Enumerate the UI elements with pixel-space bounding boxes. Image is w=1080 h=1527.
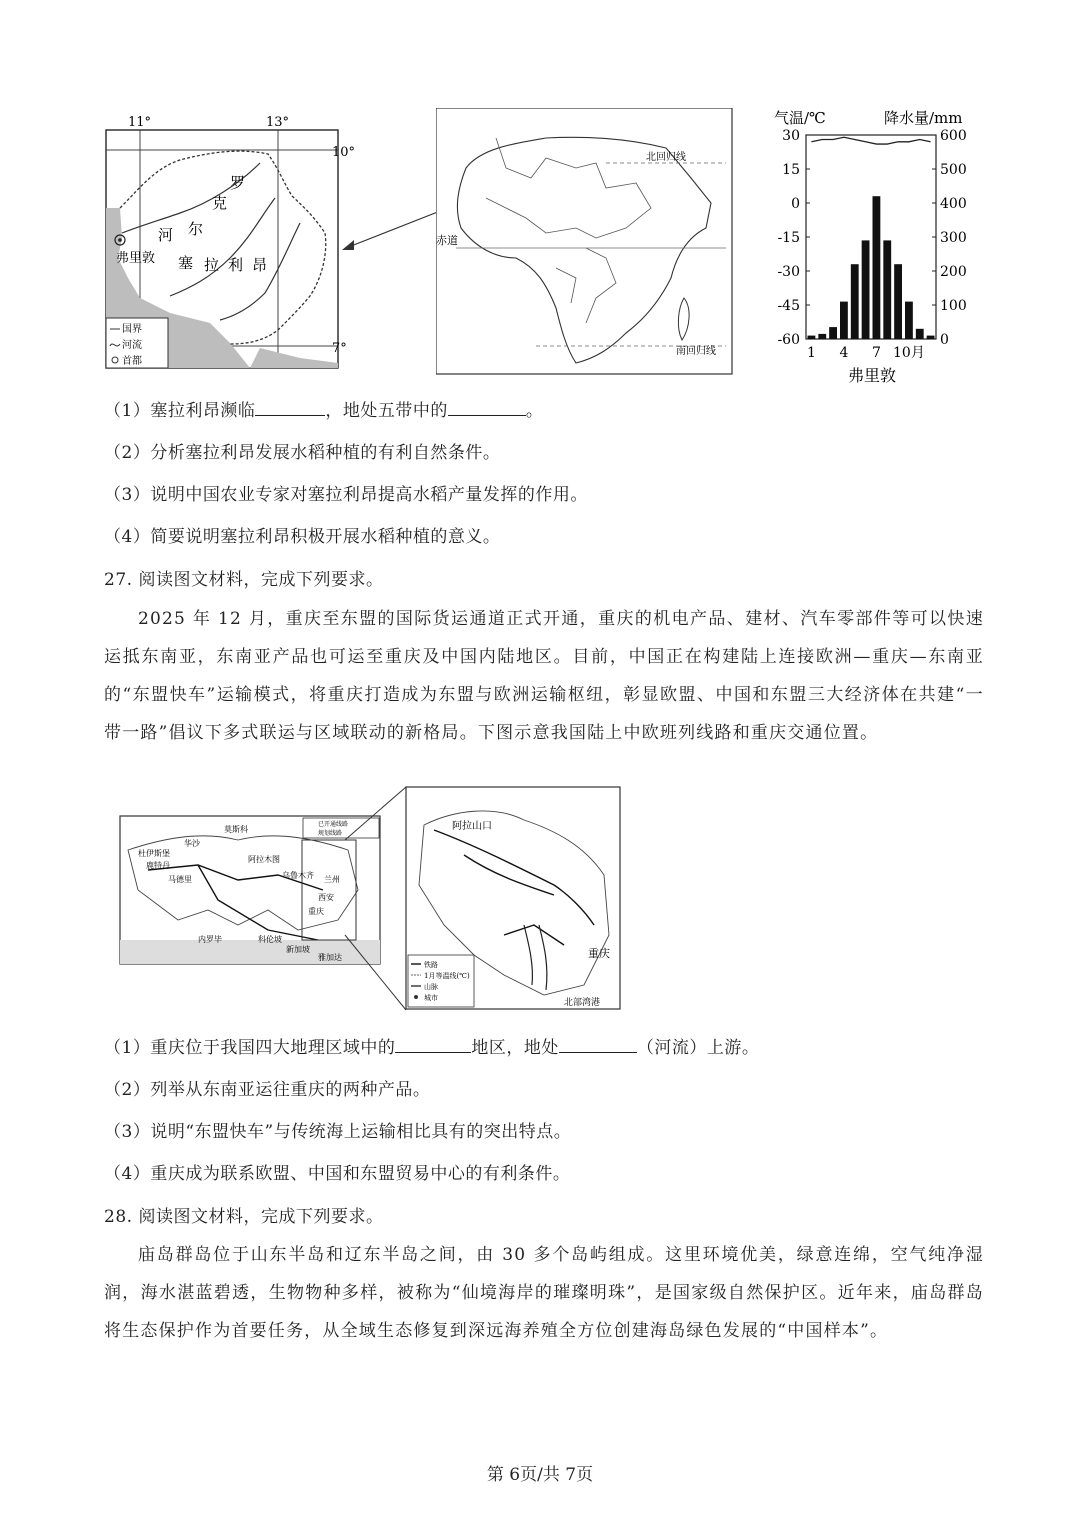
legend-open-route: 已开通线路 xyxy=(318,821,349,828)
month-tick-label: 1 xyxy=(806,345,816,361)
temp-axis-label: 气温/℃ xyxy=(774,109,826,127)
temp-tick-label: -45 xyxy=(777,298,800,314)
lat-label-10: 10° xyxy=(332,145,356,160)
legend-river: 河流 xyxy=(122,340,142,351)
map-label: 科伦坡 xyxy=(258,935,282,944)
temp-tick-label: 15 xyxy=(782,162,800,178)
precip-tick-label: 0 xyxy=(940,332,949,348)
place-char: 塞 xyxy=(178,254,194,272)
q27-4: （4）重庆成为联系欧盟、中国和东盟贸易中心的有利条件。 xyxy=(104,1164,571,1184)
q26-1-pre: （1）塞拉利昂濒临 xyxy=(104,401,256,421)
tropic-capricorn-label: 南回归线 xyxy=(676,346,716,357)
legend-city: 城市 xyxy=(424,994,438,1002)
q28-heading: 28. 阅读图文材料，完成下列要求。 xyxy=(104,1207,384,1227)
q27-2: （2）列举从东南亚运往重庆的两种产品。 xyxy=(104,1080,431,1100)
temp-tick-label: -15 xyxy=(777,230,800,246)
map-label: 内罗毕 xyxy=(198,935,222,944)
place-char: 拉 xyxy=(204,256,220,274)
capital-label: 弗里敦 xyxy=(116,251,156,266)
q27-paragraph: 2025 年 12 月，重庆至东盟的国际货运通道正式开通，重庆的机电产品、建材、汽车零部件等可以快速运抵东南亚，东南亚产品也可运至重庆及中国内陆地区。目前，中国正在构建陆上连接欧洲—重庆—东南亚的“东盟快车”运输模式，将重庆打造成为东盟与欧洲运输枢纽，彰显欧盟、中国和东盟三大经济体在共建“一带一路”倡议下多式联运与区域联动的新格局。下图示意我国陆上中欧班列线路和重庆交通位置。 xyxy=(104,609,984,743)
map-label: 新加坡 xyxy=(286,945,310,954)
place-char: 罗 xyxy=(230,174,246,192)
legend-mountain: 山脉 xyxy=(424,983,438,991)
tropic-cancer-label: 北回归线 xyxy=(646,152,686,163)
place-char: 尔 xyxy=(188,220,204,238)
q27-1-post: （河流）上游。 xyxy=(636,1038,760,1058)
page-number: 第 6页/共 7页 xyxy=(486,1465,594,1485)
precip-axis-label: 降水量/mm xyxy=(884,109,963,127)
sierra-leone-map xyxy=(100,108,362,373)
precip-bar xyxy=(927,336,935,339)
q27-1-mid: 地区，地处 xyxy=(471,1038,559,1058)
answer-blank[interactable] xyxy=(395,1051,471,1053)
temp-tick-label: 0 xyxy=(791,196,800,212)
map-label: 西安 xyxy=(318,893,334,902)
map-label: 雅加达 xyxy=(318,953,342,962)
map-label: 重庆 xyxy=(588,947,610,960)
zoom-connector xyxy=(340,785,410,1015)
precip-bar xyxy=(894,264,902,339)
map-label: 马德里 xyxy=(168,875,192,884)
precip-bar xyxy=(851,264,859,339)
q26-1-post: 。 xyxy=(525,401,544,421)
q27-1-pre: （1）重庆位于我国四大地理区域中的 xyxy=(104,1038,396,1058)
month-tick-label: 4 xyxy=(839,345,849,361)
precip-tick-label: 400 xyxy=(940,196,967,212)
q27-3: （3）说明“东盟快车”与传统海上运输相比具有的突出特点。 xyxy=(104,1122,572,1142)
lon-label-13: 13° xyxy=(266,115,290,130)
precip-bar xyxy=(883,240,891,339)
precip-bar xyxy=(862,240,870,339)
legend-rail: 铁路 xyxy=(424,961,438,969)
map-label: 华沙 xyxy=(184,839,200,848)
map-label: 重庆 xyxy=(308,907,324,916)
place-char: 克 xyxy=(212,194,228,212)
precip-bar xyxy=(916,329,924,339)
precip-tick-label: 300 xyxy=(940,230,967,246)
chongqing-transport-map xyxy=(404,785,622,1011)
month-tick-label: 7 xyxy=(871,345,881,361)
legend-isotherm: 1月等温线(℃) xyxy=(424,972,470,980)
map-label: 鹿特丹 xyxy=(146,861,170,870)
precip-bar xyxy=(808,336,816,339)
answer-blank[interactable] xyxy=(448,414,526,416)
q26-4: （4）简要说明塞拉利昂积极开展水稻种植的意义。 xyxy=(104,527,501,547)
q27-1 xyxy=(104,1033,759,1058)
q26-1-mid: ，地处五带中的 xyxy=(325,401,448,421)
place-char: 昂 xyxy=(252,256,268,274)
precip-tick-label: 600 xyxy=(940,128,967,144)
precip-tick-label: 100 xyxy=(940,298,967,314)
map-label: 阿拉木图 xyxy=(248,855,280,864)
africa-map xyxy=(436,108,734,376)
map-label: 乌鲁木齐 xyxy=(282,871,314,880)
temp-line xyxy=(811,137,930,144)
chart-frame xyxy=(806,135,936,339)
lat-label-7: 7° xyxy=(332,341,347,356)
place-char: 利 xyxy=(228,256,244,274)
precip-tick-label: 500 xyxy=(940,162,967,178)
answer-blank[interactable] xyxy=(255,414,325,416)
precip-bar xyxy=(840,302,848,339)
q26-2: （2）分析塞拉利昂发展水稻种植的有利自然条件。 xyxy=(104,443,501,463)
station-label: 弗里敦 xyxy=(848,366,897,385)
place-char: 河 xyxy=(158,226,174,244)
map-label: 阿拉山口 xyxy=(452,821,492,832)
map-label: 莫斯科 xyxy=(224,825,248,834)
precip-bar xyxy=(818,334,826,339)
answer-blank[interactable] xyxy=(559,1051,637,1053)
precip-bar xyxy=(905,302,913,339)
q27-heading: 27. 阅读图文材料，完成下列要求。 xyxy=(104,570,384,590)
map-label: 兰州 xyxy=(324,875,340,884)
climate-chart xyxy=(760,105,980,385)
precip-tick-label: 200 xyxy=(940,264,967,280)
equator-label: 赤道 xyxy=(436,234,458,247)
q28-paragraph: 庙岛群岛位于山东半岛和辽东半岛之间，由 30 多个岛屿组成。这里环境优美，绿意连绵，空气纯净湿润，海水湛蓝碧透，生物物种多样，被称为“仙境海岸的璀璨明珠”，是国家级自然保护区。近年来，庙岛群岛将生态保护作为首要任务，从全域生态修复到深远海养殖全方位创建海岛绿色发展的“中国样本”。 xyxy=(104,1245,984,1341)
map-label: 北部湾港 xyxy=(564,998,601,1008)
temp-tick-label: -60 xyxy=(777,332,800,348)
precip-bar xyxy=(873,196,881,339)
temp-tick-label: 30 xyxy=(782,128,800,144)
lon-label-11: 11° xyxy=(128,115,152,130)
q26-1 xyxy=(104,396,543,421)
legend-capital: 首都 xyxy=(122,356,142,367)
precip-bar xyxy=(829,327,837,339)
legend-border: 国界 xyxy=(122,324,142,335)
map-label: 杜伊斯堡 xyxy=(138,849,170,858)
month-tick-label: 10月 xyxy=(893,345,925,361)
legend-planned-route: 规划线路 xyxy=(318,830,343,837)
q26-3: （3）说明中国农业专家对塞拉利昂提高水稻产量发挥的作用。 xyxy=(104,485,588,505)
temp-tick-label: -30 xyxy=(777,264,800,280)
